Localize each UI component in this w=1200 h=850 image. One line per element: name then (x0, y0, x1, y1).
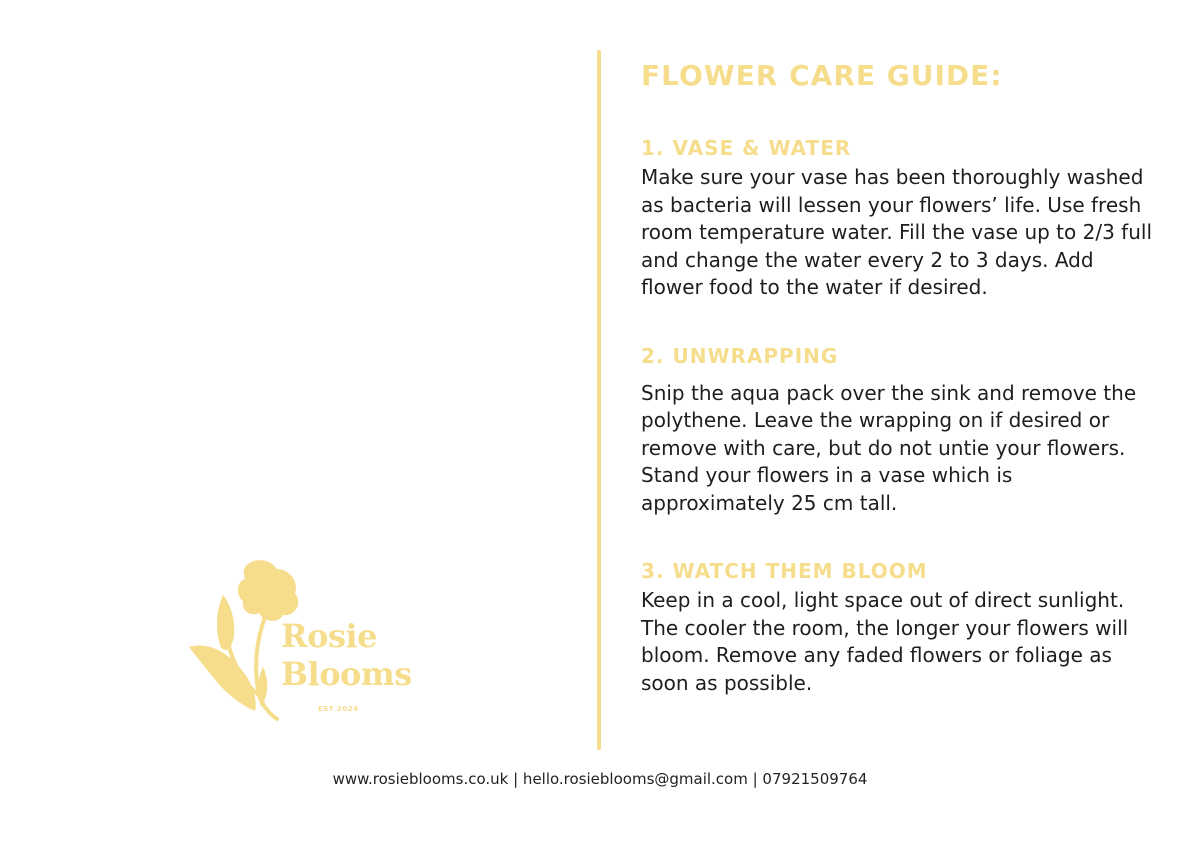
section-body: Keep in a cool, light space out of direct sunlight. The cooler the room, the longer your flowers will bloom. Remove any faded flowers or foliage as soon as possible. (641, 588, 1129, 695)
section-heading: 3. WATCH THEM BLOOM (641, 559, 928, 583)
care-guide (641, 58, 1161, 697)
footer-contact: www.rosieblooms.co.uk | hello.rosieblooms@gmail.com | 07921509764 (332, 770, 868, 788)
guide-section-vase-water (641, 136, 1161, 302)
guide-section-unwrapping (641, 344, 1161, 518)
guide-title: FLOWER CARE GUIDE: (641, 59, 1003, 92)
brand-name-line1: Rosie (281, 617, 377, 655)
guide-section-watch-bloom (641, 559, 1161, 697)
brand-established: EST 2024 (318, 705, 359, 713)
section-heading: 1. VASE & WATER (641, 136, 852, 160)
brand-name-line2: Blooms (281, 655, 412, 693)
section-body: Snip the aqua pack over the sink and remove the polythene. Leave the wrapping on if desired or remove with care, but do not untie your flowers. Stand your flowers in a vase which is approximately 25 cm tall. (641, 380, 1137, 515)
section-heading: 2. UNWRAPPING (641, 343, 839, 368)
brand-logo (185, 555, 435, 725)
brand-name (281, 617, 412, 693)
vertical-divider (597, 50, 601, 750)
footer (0, 770, 1200, 788)
section-body: Make sure your vase has been thoroughly washed as bacteria will lessen your flowers’ life. Use fresh room temperature water. Fill the vase up to 2/3 full and change the water every 2 to 3 days. Add flower food to the water if desired. (641, 165, 1152, 299)
